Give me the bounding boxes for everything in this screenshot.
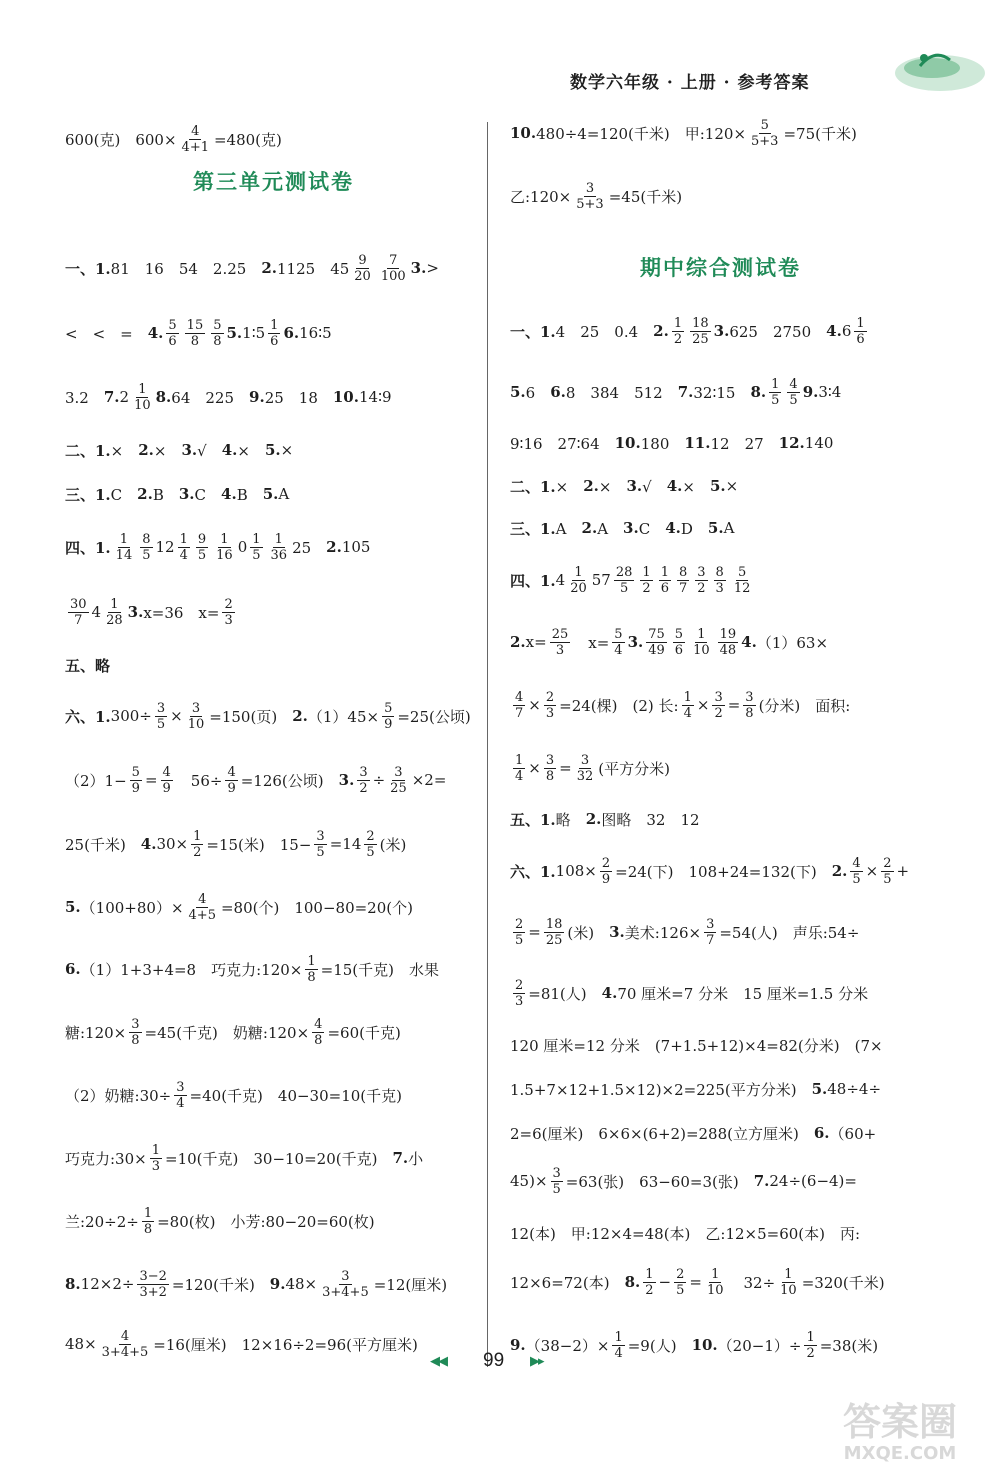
answer-line: （2）1− $\frac{5}{9}$ = $\frac{4}{9}$ 56÷ $\frac{4}{9}$ =126(公顷) 3. $\frac{3}{2}$ ÷ $\frac{3}{25}$ ×2= [65, 764, 447, 796]
fraction: $\frac{5}{6}$ [168, 317, 177, 349]
fraction: $\frac{3}{8}$ [745, 689, 754, 721]
fraction: $\frac{2}{5}$ [515, 916, 524, 948]
fraction: $\frac{9}{20}$ [354, 252, 371, 284]
fraction: $\frac{2}{5}$ [676, 1266, 685, 1298]
fraction: $\frac{3}{7}$ [706, 916, 715, 948]
answer-line: （2）奶糖:30÷ $\frac{3}{4}$ =40(千克) 40−30=10(千克) [65, 1079, 403, 1111]
fraction: $\frac{5}{4}$ [614, 626, 623, 658]
fraction: $\frac{3}{5+3}$ [576, 180, 604, 212]
answer-line: 巧克力:30× $\frac{1}{3}$ =10(千克) 30−10=20(千克) 7. 小 [65, 1142, 424, 1174]
fraction: $\frac{1}{2}$ [642, 564, 651, 596]
answer-line: 五、略 [65, 656, 111, 675]
fraction: $\frac{15}{8}$ [186, 317, 204, 349]
answer-line: $\frac{2}{3}$ =81(人) 4. 70 厘米=7 分米 15 厘米=1.5 分米 [515, 977, 869, 1009]
answer-line: 2=6(厘米) 6×6×(6+2)=288(立方厘米) 6. （60+ [510, 1124, 877, 1143]
fraction: $\frac{5}{9}$ [384, 700, 393, 732]
answer-line: 六、1. 108× $\frac{2}{9}$ =24(下) 108+24=132(下) 2. $\frac{4}{5}$ × $\frac{2}{5}$ + [510, 855, 910, 887]
fraction: $\frac{1}{20}$ [570, 564, 587, 596]
fraction: $\frac{25}{3}$ [551, 626, 569, 658]
answer-line: 四、1. 4 $\frac{1}{20}$ 57 $\frac{28}{5}$ $\frac{1}{2}$ $\frac{1}{6}$ $\frac{8}{7}$ $\frac{3}{2}$ $\frac{8}{3}$ $\frac{5}{12}$ [510, 564, 751, 596]
fraction: $\frac{1}{5}$ [771, 376, 780, 408]
answer-line: 二、1. × 2. × 3. √ 4. × 5. × [510, 477, 739, 496]
fraction: $\frac{1}{16}$ [216, 531, 233, 563]
answer-line: 四、1. $\frac{1}{14}$ $\frac{8}{5}$ 12 $\frac{1}{4}$ $\frac{9}{5}$ $\frac{1}{16}$ 0 $\frac{1}{5}$ $\frac{1}{36}$ 25 2. 105 [65, 531, 371, 563]
answer-line: 10. 480÷4=120(千米) 甲:120× $\frac{5}{5+3}$ =75(千米) [510, 117, 857, 149]
fraction: $\frac{2}{3}$ [224, 596, 233, 628]
fraction: $\frac{1}{4}$ [515, 752, 524, 784]
answer-line: 一、1. 81 16 54 2.25 2. 1125 45 $\frac{9}{20}$ $\frac{7}{100}$ 3. > [65, 252, 439, 284]
answer-line: 45)× $\frac{3}{5}$ =63(张) 63−60=3(张) 7. 24÷(6−4)= [510, 1165, 857, 1197]
answer-line: 9∶16 27∶64 10. 180 11. 12 27 12. 140 [510, 434, 834, 453]
answer-line: < < = 4. $\frac{5}{6}$ $\frac{15}{8}$ $\frac{5}{8}$ 5. 1∶5 $\frac{1}{6}$ 6. 16∶5 [65, 317, 332, 349]
answer-line: 糖:120× $\frac{3}{8}$ =45(千克) 奶糖:120× $\frac{4}{8}$ =60(千克) [65, 1016, 401, 1048]
fraction: $\frac{2}{3}$ [545, 689, 555, 721]
fraction: $\frac{4}{4+1}$ [181, 123, 209, 155]
fraction: $\frac{3}{8}$ [545, 752, 555, 784]
fraction: $\frac{75}{49}$ [648, 626, 665, 658]
fraction: $\frac{2}{5}$ [366, 828, 375, 860]
fraction: $\frac{3}{8}$ [131, 1016, 140, 1048]
fraction: $\frac{3}{2}$ [697, 564, 706, 596]
fraction: $\frac{8}{3}$ [715, 564, 724, 596]
fraction: $\frac{4}{3+4+5}$ [101, 1328, 149, 1360]
fraction: $\frac{1}{5}$ [252, 531, 261, 563]
answer-line: 9. （38−2）× $\frac{1}{4}$ =9(人) 10. （20−1）÷ $\frac{1}{2}$ =38(米) [510, 1329, 879, 1361]
fraction: $\frac{3}{10}$ [187, 700, 205, 732]
answer-line: 2. x= $\frac{25}{3}$ x= $\frac{5}{4}$ 3. $\frac{75}{49}$ $\frac{5}{6}$ $\frac{1}{10}$ $\frac{19}{48}$ 4. （1）63× [510, 626, 829, 658]
fraction: $\frac{4}{8}$ [314, 1016, 323, 1048]
fraction: $\frac{8}{7}$ [678, 564, 688, 596]
fraction: $\frac{9}{5}$ [197, 531, 207, 563]
fraction: $\frac{18}{25}$ [692, 315, 709, 347]
fraction: $\frac{3}{5}$ [316, 828, 325, 860]
fraction: $\frac{4}{7}$ [515, 689, 524, 721]
fraction: $\frac{3}{5}$ [156, 700, 166, 732]
fraction: $\frac{1}{2}$ [193, 828, 202, 860]
page-number: 99 [483, 1350, 505, 1371]
answer-line: 25(千米) 4. 30× $\frac{1}{2}$ =15(米) 15− $\frac{3}{5}$ =14 $\frac{2}{5}$ (米) [65, 828, 407, 860]
fraction: $\frac{3}{3+4+5}$ [322, 1268, 369, 1300]
fraction: $\frac{1}{14}$ [115, 531, 133, 563]
answer-line: 二、1. × 2. × 3. √ 4. × 5. × [65, 441, 294, 460]
answer-line: 乙:120× $\frac{3}{5+3}$ =45(千米) [510, 180, 683, 212]
fraction: $\frac{1}{6}$ [660, 564, 669, 596]
fraction: $\frac{5}{12}$ [733, 564, 751, 596]
answer-line: 12×6=72(本) 8. $\frac{1}{2}$ − $\frac{2}{5}$ = $\frac{1}{10}$ 32÷ $\frac{1}{10}$ =320(千米) [510, 1266, 885, 1298]
fraction: $\frac{8}{5}$ [142, 531, 151, 563]
answer-line: 兰:20÷2÷ $\frac{1}{8}$ =80(枚) 小芳:80−20=60(枚) [65, 1205, 375, 1237]
fraction: $\frac{2}{9}$ [601, 855, 611, 887]
fraction: $\frac{5}{8}$ [213, 317, 222, 349]
fraction: $\frac{4}{9}$ [227, 764, 236, 796]
fraction: $\frac{1}{10}$ [134, 381, 151, 413]
fraction: $\frac{5}{5+3}$ [751, 117, 779, 149]
fraction: $\frac{1}{10}$ [706, 1266, 724, 1298]
answer-line: 6. （1）1+3+4=8 巧克力:120× $\frac{1}{8}$ =15(千克) 水果 [65, 953, 440, 985]
answer-line: 三、1. A 2. A 3. C 4. D 5. A [510, 519, 735, 538]
fraction: $\frac{2}{3}$ [515, 977, 524, 1009]
fraction: $\frac{1}{10}$ [780, 1266, 797, 1298]
fraction: $\frac{5}{6}$ [674, 626, 684, 658]
answer-line: $\frac{4}{7}$ × $\frac{2}{3}$ =24(棵) (2) 长: $\frac{1}{4}$ × $\frac{3}{2}$ = $\frac{3}{8}$ (分米) 面积: [515, 689, 851, 721]
answer-line: 六、1. 300÷ $\frac{3}{5}$ × $\frac{3}{10}$ =150(页) 2. （1）45× $\frac{5}{9}$ =25(公顷) [65, 700, 471, 732]
fraction: $\frac{1}{28}$ [106, 596, 123, 628]
fraction: $\frac{1}{6}$ [856, 315, 865, 347]
fraction: $\frac{3-2}{3+2}$ [139, 1268, 167, 1300]
fraction: $\frac{1}{36}$ [270, 531, 288, 563]
answer-line: 3.2 7. 2 $\frac{1}{10}$ 8. 64 225 9. 25 18 10. 14∶9 [65, 381, 392, 413]
answer-line: 一、1. 4 25 0.4 2. $\frac{1}{2}$ $\frac{18}{25}$ 3. 625 2750 4. 6 $\frac{1}{6}$ [510, 315, 865, 347]
fraction: $\frac{19}{48}$ [719, 626, 737, 658]
fraction: $\frac{28}{5}$ [615, 564, 633, 596]
fraction: $\frac{1}{2}$ [645, 1266, 654, 1298]
fraction: $\frac{1}{4}$ [179, 531, 188, 563]
answer-line: $\frac{2}{5}$ = $\frac{18}{25}$ (米) 3. 美术:126× $\frac{3}{7}$ =54(人) 声乐:54÷ [515, 916, 860, 948]
column-divider [487, 122, 488, 1367]
fraction: $\frac{1}{6}$ [270, 317, 279, 349]
next-arrow-icon: ▶▸ [530, 1354, 543, 1369]
answer-line: 5. （100+80）× $\frac{4}{4+5}$ =80(个) 100−80=20(个) [65, 891, 413, 923]
fraction: $\frac{3}{5}$ [552, 1165, 561, 1197]
answer-line: $\frac{1}{4}$ × $\frac{3}{8}$ = $\frac{3}{32}$ (平方分米) [515, 752, 670, 784]
fraction: $\frac{1}{4}$ [614, 1329, 623, 1361]
answer-line: 三、1. C 2. B 3. C 4. B 5. A [65, 485, 290, 504]
fraction: $\frac{7}{100}$ [380, 252, 406, 284]
fraction: $\frac{18}{25}$ [545, 916, 563, 948]
answer-line: 12(本) 甲:12×4=48(本) 乙:12×5=60(本) 丙: [510, 1224, 861, 1243]
answer-line: 5. 6 6. 8 384 512 7. 32∶15 8. $\frac{1}{5}$ $\frac{4}{5}$ 9. 3∶4 [510, 376, 842, 408]
header-title: 数学六年级 · 上册 · 参考答案 [570, 73, 810, 93]
watermark-text: 答案圈 [842, 1400, 958, 1444]
fraction: $\frac{1}{3}$ [151, 1142, 160, 1174]
fraction: $\frac{3}{4}$ [176, 1079, 185, 1111]
leaf-decoration-icon [880, 38, 990, 98]
fraction: $\frac{1}{2}$ [673, 315, 683, 347]
watermark-logo [810, 1395, 990, 1465]
fraction: $\frac{4}{4+5}$ [188, 891, 216, 923]
fraction: $\frac{3}{2}$ [714, 689, 723, 721]
answer-line: 五、1. 略 2. 图略 32 12 [510, 810, 700, 829]
answer-line: 1.5+7×12+1.5×12)×2=225(平方分米) 5. 48÷4÷ [510, 1080, 882, 1099]
watermark-subtext: MXQE.COM [843, 1443, 957, 1464]
fraction: $\frac{4}{5}$ [789, 376, 798, 408]
answer-line: 600(克) 600× $\frac{4}{4+1}$ =480(克) [65, 123, 282, 155]
fraction: $\frac{3}{2}$ [359, 764, 368, 796]
fraction: $\frac{30}{7}$ [70, 596, 87, 628]
fraction: $\frac{3}{32}$ [576, 752, 594, 784]
fraction: $\frac{1}{8}$ [143, 1205, 153, 1237]
fraction: $\frac{4}{9}$ [162, 764, 171, 796]
answer-line: 120 厘米=12 分米 (7+1.5+12)×4=82(分米) (7× [510, 1036, 883, 1055]
fraction: $\frac{1}{4}$ [683, 689, 692, 721]
fraction: $\frac{3}{25}$ [390, 764, 407, 796]
fraction: $\frac{4}{5}$ [852, 855, 861, 887]
fraction: $\frac{1}{8}$ [307, 953, 316, 985]
fraction: $\frac{1}{2}$ [806, 1329, 815, 1361]
answer-line: 8. 12×2÷ $\frac{3-2}{3+2}$ =120(千米) 9. 48× $\frac{3}{3+4+5}$ =12(厘米) [65, 1268, 448, 1300]
answer-line: 48× $\frac{4}{3+4+5}$ =16(厘米) 12×16÷2=96(平方厘米) [65, 1328, 418, 1360]
section-title-unit3: 第三单元测试卷 [193, 169, 354, 194]
fraction: $\frac{1}{10}$ [693, 626, 710, 658]
fraction: $\frac{2}{5}$ [883, 855, 892, 887]
fraction: $\frac{5}{9}$ [131, 764, 140, 796]
section-title-midterm: 期中综合测试卷 [640, 255, 801, 280]
answer-line: $\frac{30}{7}$ 4 $\frac{1}{28}$ 3. x=36 x= $\frac{2}{3}$ [70, 596, 233, 628]
prev-arrow-icon: ◀◀ [430, 1354, 446, 1369]
